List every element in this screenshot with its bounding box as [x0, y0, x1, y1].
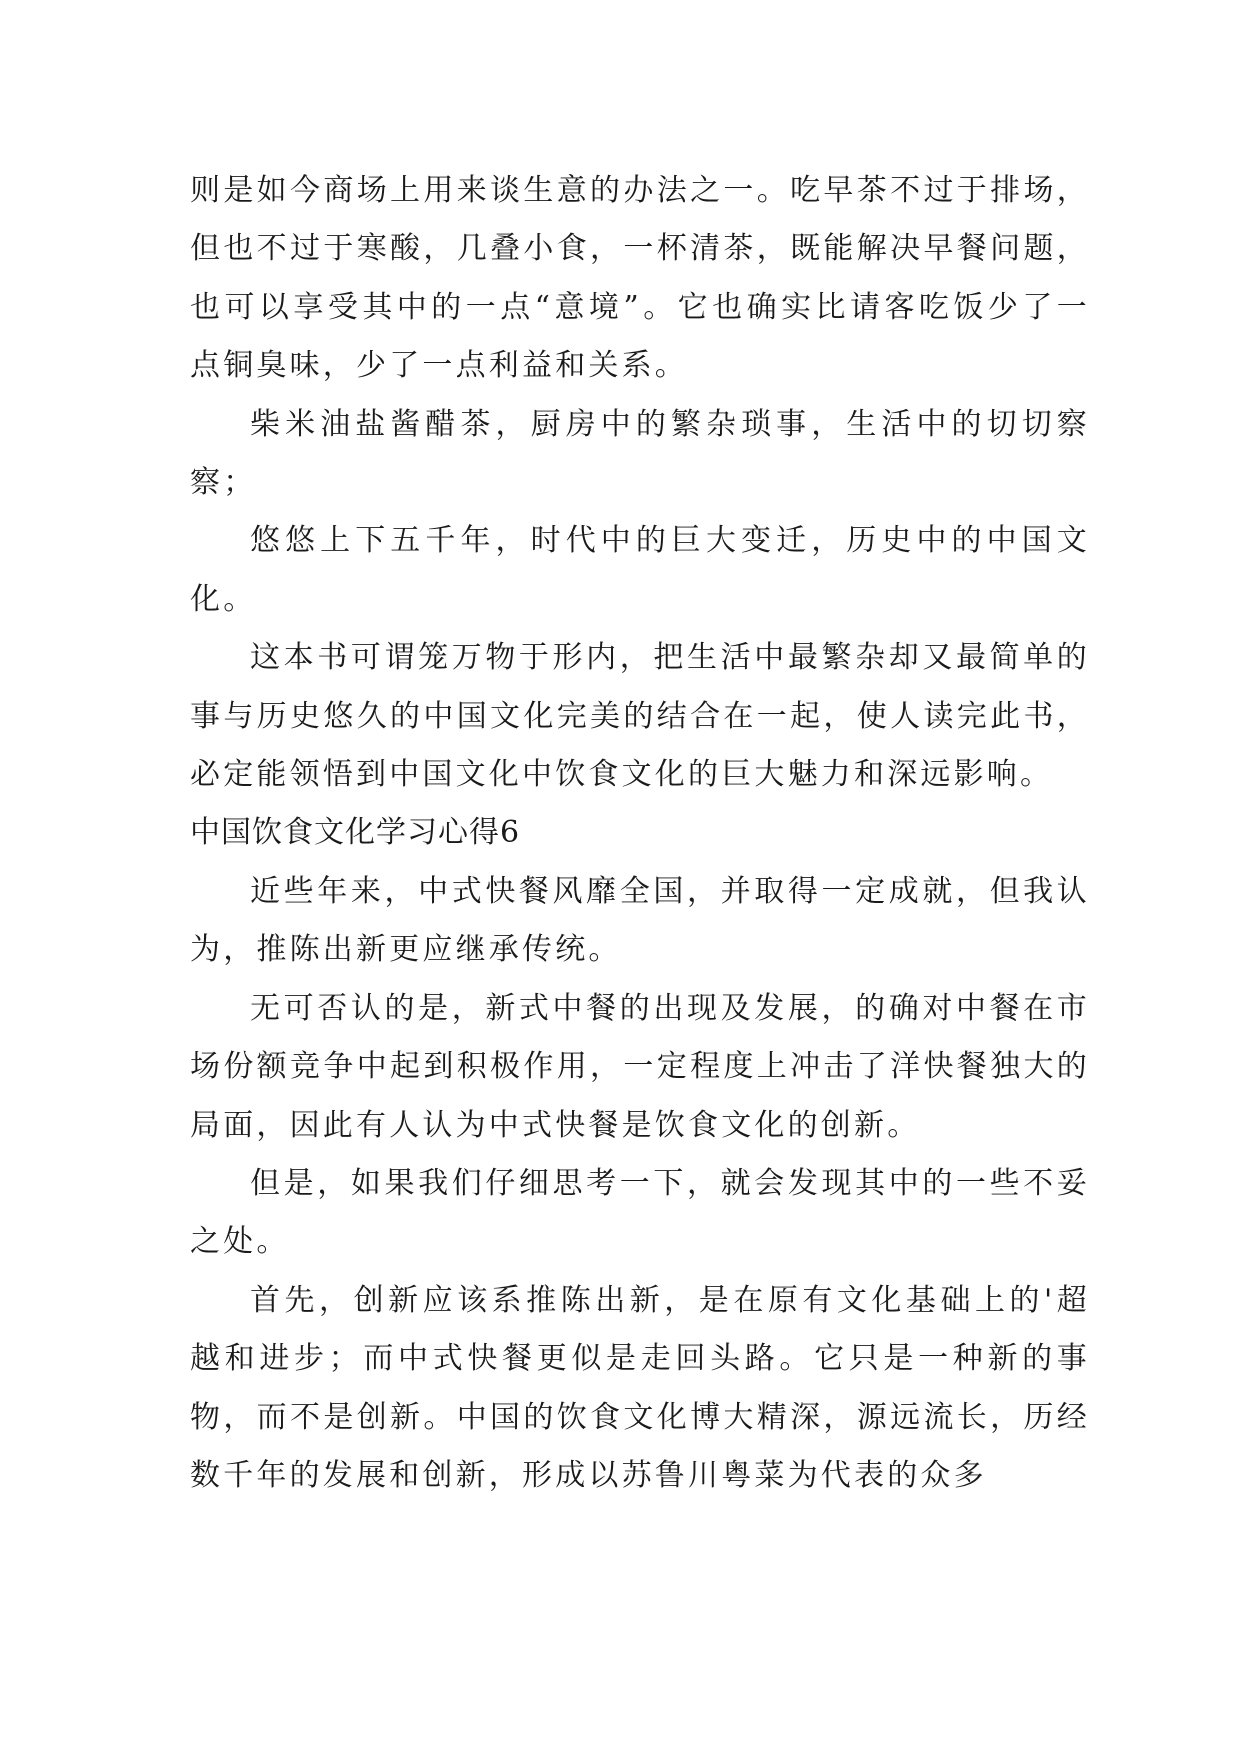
section-paragraph-1: 近些年来，中式快餐风靡全国，并取得一定成就，但我认为，推陈出新更应继承传统。: [190, 873, 1090, 968]
document-body: [190, 162, 1090, 1505]
paragraph-1: 则是如今商场上用来谈生意的办法之一。吃早茶不过于排场，但也不过于寒酸，几叠小食，一杯清茶，既能解决早餐问题，也可以享受其中的一点“意境”。它也确实比请客吃饭少了一点铜臭味，少了一点利益和关系。: [190, 173, 1090, 384]
section-paragraph-3: 但是，如果我们仔细思考一下，就会发现其中的一些不妥之处。: [190, 1165, 1090, 1260]
paragraph-2: 柴米油盐酱醋茶，厨房中的繁杂琐事，生活中的切切察察；: [190, 406, 1090, 501]
section-paragraph-4: 首先，创新应该系推陈出新，是在原有文化基础上的'超越和进步；而中式快餐更似是走回头路。它只是一种新的事物，而不是创新。中国的饮食文化博大精深，源远流长，历经数千年的发展和创新，形成以苏鲁川粤菜为代表的众多: [190, 1282, 1090, 1493]
paragraph-3: 悠悠上下五千年，时代中的巨大变迁，历史中的中国文化。: [190, 523, 1090, 617]
section-title: 中国饮食文化学习心得6: [190, 815, 521, 851]
section-paragraph-2: 无可否认的是，新式中餐的出现及发展，的确对中餐在市场份额竞争中起到积极作用，一定程度上冲击了洋快餐独大的局面，因此有人认为中式快餐是饮食文化的创新。: [190, 990, 1090, 1143]
paragraph-4: 这本书可谓笼万物于形内，把生活中最繁杂却又最简单的事与历史悠久的中国文化完美的结合在一起，使人读完此书，必定能领悟到中国文化中饮食文化的巨大魅力和深远影响。: [190, 640, 1090, 793]
